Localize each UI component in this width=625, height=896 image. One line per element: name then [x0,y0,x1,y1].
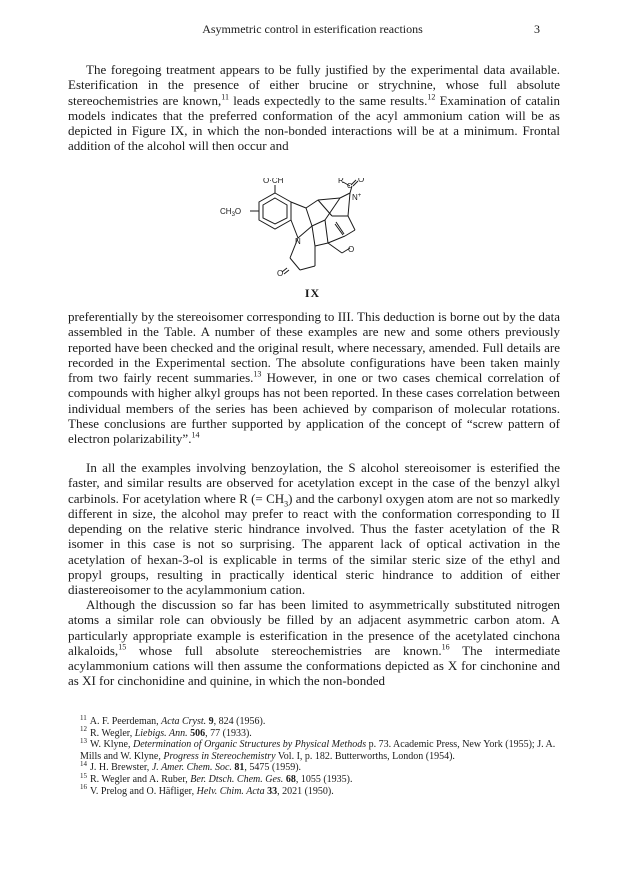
paragraph-text: Although the discussion so far has been limited to asymmetrically substituted nitrogen atoms a similar role can obviously be filled by an adjacent asymmetric carbon atom. A particularly appropriate example is esterification in the presence of the acetylated cinchona alkaloids, [68,597,560,658]
paragraph-text: ) and the carbonyl oxygen atom are not so markedly different in size, the alcohol may prefer to react with the conformation corresponding to II depending on the relative steric hindrance involved. Thus the faster acetylation of the R isomer in this case is not so surprising. The apparent lack of optical activation in the acetylation of hexan-3-ol is explicable in terms of the similar steric size of the ethyl and propyl groups, resulting in practically identical steric hindrance to addition of either diastereoisomer to the acylammonium cation. [68,490,560,598]
paragraph-preferentially [68,309,560,447]
footnote-ref-13[interactable]: 13 [253,369,262,379]
paragraph-text: The intermediate acylammonium cations will then assume the conformations depicted as X for cinchonine and as XI for cinchonidine and quinine, in which the non-bonded [68,642,560,689]
footnote-ref-11[interactable]: 11 [221,92,229,102]
paragraph-text: However, in one or two cases chemical correlation of compounds with higher alkyl groups has not been reported. In these cases correlation between individual members of the series has been achieved by comparison of molecular rotations. These conclusions are further supported by application of the concept of “screw pattern of electron polarizability”. [68,370,561,447]
paragraph-text: whose full absolute stereochemistries are known. [126,642,442,658]
page-number: 3 [534,22,540,36]
atom-label-lactam-o: O [277,269,284,278]
footnote-15: $^{15}$ R. Wegler and A. Ruber, Ber. Dtsch. Chem. Ges. 68, 1055 (1935). [80,771,353,785]
footnote-ref-14[interactable]: 14 [191,431,200,441]
footnote-14: $^{14}$ J. H. Brewster, J. Amer. Chem. Soc. 81, 5475 (1959). [80,760,302,774]
structure-bonds [250,180,358,274]
footnote-ref-15[interactable]: 15 [118,642,127,652]
paragraph-discussion [68,597,560,689]
atom-label-ch3o: $CH_3O$ [220,207,242,218]
structure-ix-diagram [200,178,425,278]
figure-label: IX [304,286,321,300]
atom-label-carbonyl-o: O [358,178,365,184]
paragraph-text: leads expectedly to the same results. [228,92,428,108]
atom-label-ether-o: O [348,245,355,254]
paragraph-text: The foregoing treatment appears to be fully justified by the experimental data available. Esterification in the presence of either brucine or strychnine, whose full absolute stereochemistries are known, [68,62,560,108]
paragraph-foregoing-treatment [68,62,560,154]
footnote-11: $^{11}$ A. F. Peerdeman, Acta Cryst. 9, 824 (1956). [80,713,266,727]
footnote-12: $^{12}$ R. Wegler, Liebigs. Ann. 506, 77 (1933). [80,725,252,739]
subscript-3: 3 [284,499,289,509]
atom-label-r: R [338,178,344,185]
paragraph-text: Examination of catalin models indicates that the preferred conformation of the acyl ammonium cation will be as depicted in Figure IX, in which the non-bonded interactions will be at a minimum. Frontal addition of the alcohol will then occur and [68,92,560,154]
atom-label-n-plus: N+ [352,193,362,202]
paragraph-text: preferentially by the stereoisomer corresponding to III. This deduction is borne out by the data assembled in the Table. A number of these examples are new and some others previously reported have been checked and the original result, where necessary, amended. Full details are recorded in the Experimental section. The absolute configurations have been taken mainly from two fairly recent summaries. [68,309,560,386]
atom-label-carbonyl-c: C [347,183,353,190]
footnote-ref-16[interactable]: 16 [441,642,450,652]
benzene-inner-ring [263,198,287,224]
footnote-16: $^{16}$ V. Prelog and O. Häfliger, Helv. Chim. Acta 33, 2021 (1950). [80,783,334,797]
footnote-ref-12[interactable]: 12 [427,92,436,102]
paragraph-text: In all the examples involving benzoylation, the S alcohol stereoisomer is esterified the faster, and similar results are observed for acetylation except in the case of the benzyl alkyl carbinols. For acetylation where R (= CH [68,460,560,506]
footnote-13: $^{13}$ W. Klyne, Determination of Organic Structures by Physical Methods p. 73. Academic Press, New York (1955); J. A. Mills and W. Klyne, Progress in Stereochemistry Vol. I, p. 182. Butterworths, London (1954). [80,736,556,762]
paragraph-benzoylation [68,460,560,598]
footnotes [80,713,560,797]
atom-label-oh: O·CH [263,178,284,185]
atom-label-amide-n: N [295,237,301,246]
running-title: Asymmetric control in esterification reactions [202,22,423,36]
